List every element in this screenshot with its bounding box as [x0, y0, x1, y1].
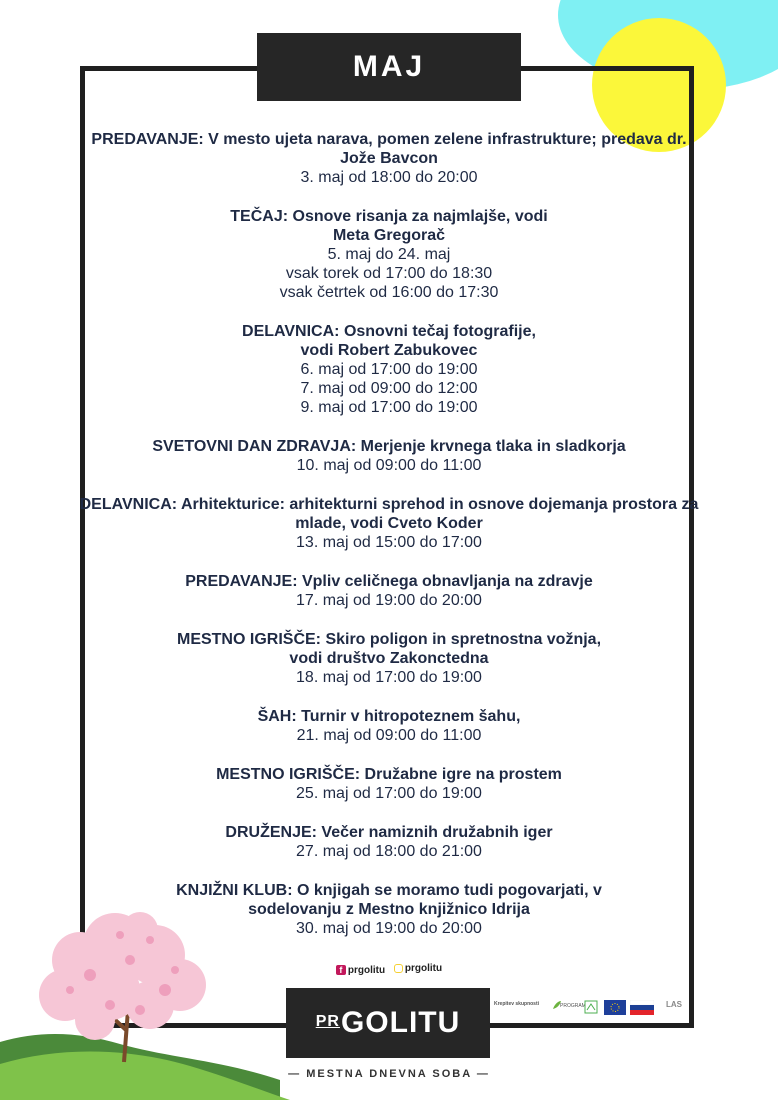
event-title: SVETOVNI DAN ZDRAVJA: Merjenje krvnega tlaka in sladkorja: [152, 438, 626, 455]
event-title: DRUŽENJE: Večer namiznih družabnih iger: [225, 824, 553, 841]
logo-prefix: PR: [315, 1013, 340, 1030]
event-title: MESTNO IGRIŠČE: Skiro poligon in spretnostna vožnja, vodi društvo Zakonctedna: [176, 631, 602, 667]
event-date: 9. maj od 17:00 do 19:00: [300, 399, 478, 416]
event-date: 17. maj od 19:00 do 20:00: [296, 592, 482, 609]
facebook-handle: prgolitu: [347, 964, 386, 976]
event-date: 21. maj od 09:00 do 11:00: [296, 727, 482, 744]
event-title: ŠAH: Turnir v hitropoteznem šahu,: [257, 708, 521, 725]
event-date: 30. maj od 19:00 do 20:00: [296, 920, 482, 937]
sponsor-text-krepitev: Krepitev skupnosti: [494, 1001, 540, 1007]
event-title: PREDAVANJE: V mesto ujeta narava, pomen zelene infrastrukture; predava dr. Jože Bavcon: [91, 131, 687, 167]
slovenia-flag-icon: [630, 1000, 654, 1015]
event-date: vsak torek od 17:00 do 18:30: [285, 265, 493, 282]
instagram-handle: prgolitu: [404, 963, 443, 974]
event-date: 10. maj od 09:00 do 11:00: [296, 457, 482, 474]
month-title: MAJ: [352, 50, 426, 83]
tree-blossom: [39, 912, 206, 1040]
event-date: 18. maj od 17:00 do 19:00: [296, 669, 482, 686]
prgolitu-logo: [286, 988, 490, 1058]
event-title: DELAVNICA: Osnovni tečaj fotografije, vodi Robert Zabukovec: [242, 323, 536, 359]
facebook-icon: f: [336, 965, 346, 975]
event-date: 13. maj od 15:00 do 17:00: [296, 534, 482, 551]
event-title: TEČAJ: Osnove risanja za najmlajše, vodi Meta Gregorač: [230, 208, 548, 244]
sponsor-text-las: LAS: [666, 1000, 682, 1009]
event-date: 27. maj od 18:00 do 21:00: [296, 843, 482, 860]
eu-flag-icon: [604, 1000, 626, 1015]
event-title: DELAVNICA: Arhitekturice: arhitekturni sprehod in osnove dojemanja prostora za mlade, vodi Cveto Koder: [79, 496, 699, 532]
event-date: 6. maj od 17:00 do 19:00: [300, 361, 478, 378]
event-date: 25. maj od 17:00 do 19:00: [296, 785, 482, 802]
logo-name: GOLITU: [340, 1006, 461, 1039]
green-square-logo-icon: [584, 1000, 598, 1014]
event-title: KNJIŽNI KLUB: O knjigah se moramo tudi pogovarjati, v sodelovanju z Mestno knjižnico Idrija: [176, 882, 602, 918]
logo-text: [316, 1006, 461, 1040]
event-date: 5. maj do 24. maj: [327, 246, 451, 263]
program-leaf-icon: [552, 1000, 562, 1010]
tagline: — MESTNA DNEVNA SOBA —: [288, 1068, 490, 1080]
event-title: PREDAVANJE: Vpliv celičnega obnavljanja na zdravje: [185, 573, 593, 590]
sponsor-text-program: PROGRAM: [560, 1003, 586, 1009]
event-date: 3. maj od 18:00 do 20:00: [300, 169, 478, 186]
event-date: vsak četrtek od 16:00 do 17:30: [279, 284, 499, 301]
event-title: MESTNO IGRIŠČE: Družabne igre na prostem: [216, 766, 562, 783]
event-date: 7. maj od 09:00 do 12:00: [300, 380, 478, 397]
sponsor-logos: [494, 1000, 694, 1030]
